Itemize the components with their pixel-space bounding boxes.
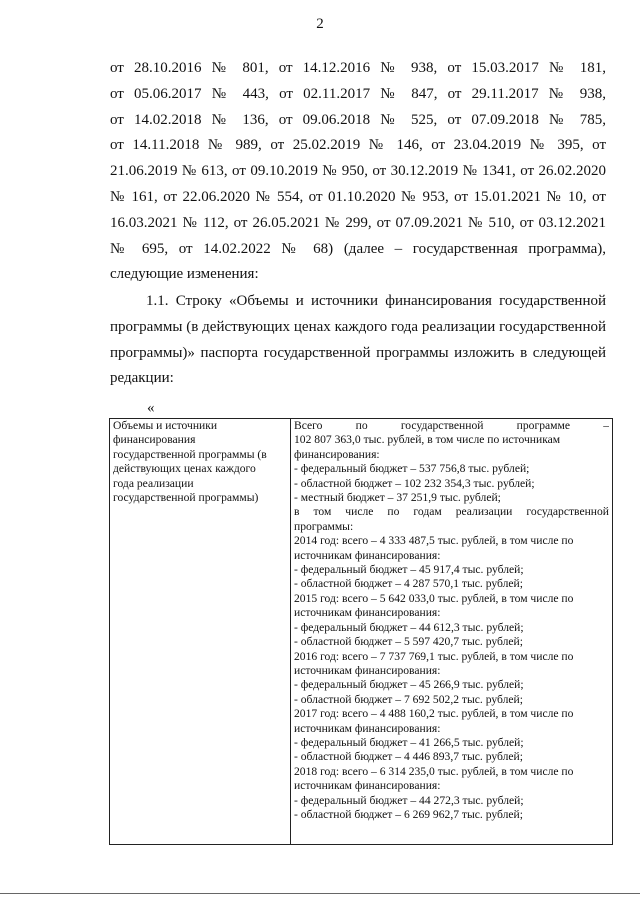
table-cell-line: государственной программы (в [113,447,267,461]
text-line: от 14.11.2018 № 989, от 25.02.2019 № 146, от 23.04.2019 № 395, от [110,137,606,154]
text-line: редакции: [110,370,174,387]
table-cell-line: источникам финансирования: [294,721,441,735]
table-cell-line: 2016 год: всего – 7 737 769,1 тыс. рублей, в том числе по [294,649,574,663]
text-line: 1.1. Строку «Объемы и источники финансирования государственной [146,293,606,309]
paragraph-item-1-1 [110,289,606,392]
table-cell-line: 2015 год: всего – 5 642 033,0 тыс. рублей, в том числе по [294,591,574,605]
text-line: 21.06.2019 № 613, от 09.10.2019 № 950, от 30.12.2019 № 1341, от 26.02.2020 [110,163,606,180]
text-line: программы)» паспорта государственной программы изложить в следующей [110,344,606,361]
table-cell-line: Всего по государственной программе – [294,419,609,432]
table-cell-line: - областной бюджет – 102 232 354,3 тыс. рублей; [294,476,535,490]
table-cell-line: - областной бюджет – 4 446 893,7 тыс. рублей; [294,750,523,764]
text-line: № 695, от 14.02.2022 № 68) (далее – государственная программа), [110,240,606,257]
table-cell-line: - областной бюджет – 7 692 502,2 тыс. рублей; [294,692,523,706]
table-cell-line: - федеральный бюджет – 537 756,8 тыс. рублей; [294,462,530,476]
table-cell-line: - областной бюджет – 6 269 962,7 тыс. рублей; [294,807,523,821]
table-cell-line: - местный бюджет – 37 251,9 тыс. рублей; [294,491,501,505]
table-cell-line: - федеральный бюджет – 45 917,4 тыс. рублей; [294,563,524,577]
table-cell-line: Объемы и источники [113,419,218,432]
text-line: от 28.10.2016 № 801, от 14.12.2016 № 938, от 15.03.2017 № 181, [110,60,606,76]
table-cell-line: - федеральный бюджет – 41 266,5 тыс. рублей; [294,735,524,749]
row-label-cell [110,419,291,845]
paragraph-amendment-list [110,56,606,288]
table-cell-line: финансирования [113,433,196,447]
text-line: от 05.06.2017 № 443, от 02.11.2017 № 847, от 29.11.2017 № 938, [110,85,606,102]
table-cell-line: государственной программы) [113,491,259,505]
table-cell-line: в том числе по годам реализации государственной [294,505,609,519]
table-cell-line: программы: [294,519,354,533]
table-cell-line: действующих ценах каждого [113,462,256,476]
table-cell-line: 2018 год: всего – 6 314 235,0 тыс. рублей, в том числе по [294,764,574,778]
table-cell-line: - областной бюджет – 4 287 570,1 тыс. рублей; [294,577,523,591]
table-cell-line: источникам финансирования: [294,606,441,620]
text-line: от 14.02.2018 № 136, от 09.06.2018 № 525, от 07.09.2018 № 785, [110,111,606,128]
opening-quote-mark: « [147,400,155,416]
table-cell-line: источникам финансирования: [294,779,441,793]
page-number: 2 [316,16,324,32]
table-cell-line: источникам финансирования: [294,663,441,677]
table-cell-line: 2017 год: всего – 4 488 160,2 тыс. рублей, в том числе по [294,707,574,721]
table-cell-line: источникам финансирования: [294,548,441,562]
table-cell-line: - федеральный бюджет – 44 612,3 тыс. рублей; [294,620,524,634]
table-cell-line: 2014 год: всего – 4 333 487,5 тыс. рублей, в том числе по [294,534,574,548]
text-line: программы (в действующих ценах каждого года реализации государственной [110,318,606,335]
table-cell-line: финансирования: [294,447,380,461]
text-line: следующие изменения: [110,266,259,283]
passport-table [109,418,613,845]
table-row [110,419,613,845]
row-value-cell [291,419,613,845]
text-line: № 161, от 22.06.2020 № 554, от 01.10.2020 № 953, от 15.01.2021 № 10, от [110,188,606,205]
table-cell-line: - федеральный бюджет – 44 272,3 тыс. рублей; [294,793,524,807]
text-line: 16.03.2021 № 112, от 26.05.2021 № 299, от 07.09.2021 № 510, от 03.12.2021 [110,214,606,231]
table-cell-line: года реализации [113,476,194,490]
table-cell-line: - областной бюджет – 5 597 420,7 тыс. рублей; [294,635,523,649]
table-cell-line: - федеральный бюджет – 45 266,9 тыс. рублей; [294,678,524,692]
footer-rule [0,893,640,894]
table-cell-line: 102 807 363,0 тыс. рублей, в том числе по источникам [294,433,561,447]
